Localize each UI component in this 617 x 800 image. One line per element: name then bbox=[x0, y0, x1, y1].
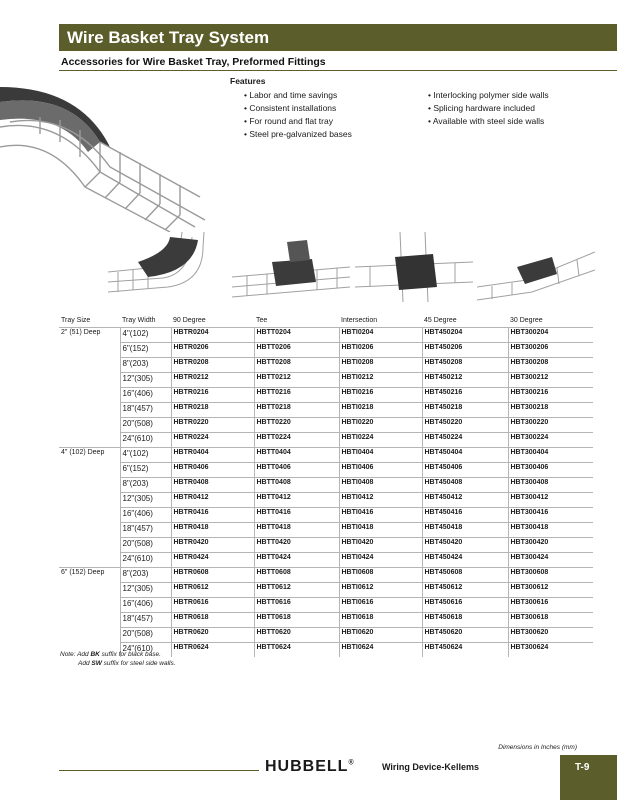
feature-item: • For round and flat tray bbox=[244, 115, 352, 128]
part-number-cell: HBTT0416 bbox=[254, 508, 339, 523]
part-number-cell: HBTI0412 bbox=[339, 493, 422, 508]
part-number-cell: HBT300416 bbox=[508, 508, 593, 523]
part-number-cell: HBTT0408 bbox=[254, 478, 339, 493]
part-number-cell: HBTR0412 bbox=[171, 493, 254, 508]
part-number-cell: HBT450204 bbox=[422, 328, 508, 343]
col-header-tray-width: Tray Width bbox=[122, 317, 156, 324]
page-number: T-9 bbox=[575, 762, 590, 773]
part-number-cell: HBTI0418 bbox=[339, 523, 422, 538]
part-number-cell: HBT450216 bbox=[422, 388, 508, 403]
part-number-cell: HBT450612 bbox=[422, 583, 508, 598]
part-number-cell: HBT450206 bbox=[422, 343, 508, 358]
part-number-cell: HBTT0220 bbox=[254, 418, 339, 433]
part-number-cell: HBTR0416 bbox=[171, 508, 254, 523]
part-number-cell: HBTT0404 bbox=[254, 448, 339, 463]
table-row bbox=[59, 343, 593, 358]
tray-size-cell bbox=[59, 493, 120, 508]
part-number-cell: HBTR0406 bbox=[171, 463, 254, 478]
feature-item: • Labor and time savings bbox=[244, 89, 352, 102]
dimensions-note: Dimensions in Inches (mm) bbox=[498, 744, 577, 751]
part-number-cell: HBT300616 bbox=[508, 598, 593, 613]
table-row bbox=[59, 613, 593, 628]
col-header-90-degree: 90 Degree bbox=[173, 317, 206, 324]
tray-size-cell bbox=[59, 523, 120, 538]
tray-width-cell: 24"(610) bbox=[120, 433, 171, 448]
part-number-cell: HBTT0212 bbox=[254, 373, 339, 388]
part-number-cell: HBTR0224 bbox=[171, 433, 254, 448]
tray-width-cell: 16"(406) bbox=[120, 388, 171, 403]
table-row bbox=[59, 448, 593, 463]
part-number-cell: HBT450620 bbox=[422, 628, 508, 643]
tray-size-cell bbox=[59, 403, 120, 418]
part-number-cell: HBTI0216 bbox=[339, 388, 422, 403]
feature-item: • Splicing hardware included bbox=[428, 102, 549, 115]
table-body bbox=[59, 328, 593, 658]
part-number-cell: HBTR0616 bbox=[171, 598, 254, 613]
table-row bbox=[59, 433, 593, 448]
part-number-cell: HBTI0416 bbox=[339, 508, 422, 523]
part-number-cell: HBT300412 bbox=[508, 493, 593, 508]
table-row bbox=[59, 388, 593, 403]
tray-width-cell: 6"(152) bbox=[120, 463, 171, 478]
tray-width-cell: 6"(152) bbox=[120, 343, 171, 358]
part-number-cell: HBTR0212 bbox=[171, 373, 254, 388]
col-header-30-degree: 30 Degree bbox=[510, 317, 543, 324]
table-row bbox=[59, 373, 593, 388]
part-number-cell: HBTT0204 bbox=[254, 328, 339, 343]
part-number-cell: HBT300224 bbox=[508, 433, 593, 448]
tray-width-cell: 8"(203) bbox=[120, 568, 171, 583]
feature-item: • Available with steel side walls bbox=[428, 115, 549, 128]
tray-width-cell: 12"(305) bbox=[120, 583, 171, 598]
feature-item: • Interlocking polymer side walls bbox=[428, 89, 549, 102]
tray-size-cell bbox=[59, 628, 120, 643]
tray-size-cell bbox=[59, 463, 120, 478]
tray-width-cell: 18"(457) bbox=[120, 613, 171, 628]
part-number-cell: HBT300618 bbox=[508, 613, 593, 628]
part-number-cell: HBTR0208 bbox=[171, 358, 254, 373]
part-number-cell: HBT300406 bbox=[508, 463, 593, 478]
part-number-cell: HBTT0420 bbox=[254, 538, 339, 553]
part-number-cell: HBTI0624 bbox=[339, 643, 422, 658]
part-number-cell: HBT300206 bbox=[508, 343, 593, 358]
part-number-cell: HBTT0620 bbox=[254, 628, 339, 643]
part-number-cell: HBTI0206 bbox=[339, 343, 422, 358]
part-number-cell: HBTR0612 bbox=[171, 583, 254, 598]
part-number-cell: HBT450624 bbox=[422, 643, 508, 658]
part-number-cell: HBT450212 bbox=[422, 373, 508, 388]
part-number-cell: HBTR0418 bbox=[171, 523, 254, 538]
tray-width-cell: 20"(508) bbox=[120, 538, 171, 553]
part-number-cell: HBTR0608 bbox=[171, 568, 254, 583]
part-number-cell: HBT300420 bbox=[508, 538, 593, 553]
part-number-cell: HBT450408 bbox=[422, 478, 508, 493]
part-number-cell: HBT450224 bbox=[422, 433, 508, 448]
tray-size-cell bbox=[59, 388, 120, 403]
tray-size-cell bbox=[59, 613, 120, 628]
tray-size-cell bbox=[59, 508, 120, 523]
part-number-cell: HBTI0618 bbox=[339, 613, 422, 628]
table-row bbox=[59, 418, 593, 433]
tray-size-cell bbox=[59, 583, 120, 598]
part-number-cell: HBTI0420 bbox=[339, 538, 422, 553]
table-row bbox=[59, 553, 593, 568]
table-row bbox=[59, 358, 593, 373]
feature-item: • Steel pre-galvanized bases bbox=[244, 128, 352, 141]
tray-width-cell: 16"(406) bbox=[120, 598, 171, 613]
part-number-cell: HBTR0206 bbox=[171, 343, 254, 358]
tray-width-cell: 24"(610) bbox=[120, 553, 171, 568]
tee-fitting-image bbox=[232, 232, 350, 302]
feature-item: • Consistent installations bbox=[244, 102, 352, 115]
part-number-cell: HBT300404 bbox=[508, 448, 593, 463]
table-row bbox=[59, 403, 593, 418]
table-row bbox=[59, 328, 593, 343]
tray-width-cell: 8"(203) bbox=[120, 478, 171, 493]
tray-size-cell bbox=[59, 343, 120, 358]
footer-rule bbox=[59, 770, 259, 771]
part-number-cell: HBT300220 bbox=[508, 418, 593, 433]
45-degree-fitting-image bbox=[477, 232, 595, 302]
part-number-cell: HBT300624 bbox=[508, 643, 593, 658]
tray-width-cell: 20"(508) bbox=[120, 628, 171, 643]
table-note: Note: Add BK suffix for black base. Add SW suffix for steel side walls. bbox=[60, 651, 176, 667]
part-number-cell: HBTI0408 bbox=[339, 478, 422, 493]
table-row bbox=[59, 583, 593, 598]
part-number-cell: HBTI0612 bbox=[339, 583, 422, 598]
part-number-cell: HBTI0212 bbox=[339, 373, 422, 388]
tray-size-cell bbox=[59, 373, 120, 388]
section-subtitle: Accessories for Wire Basket Tray, Preformed Fittings bbox=[61, 56, 326, 68]
title-bar bbox=[59, 24, 617, 51]
tray-width-cell: 18"(457) bbox=[120, 403, 171, 418]
tray-width-cell: 4"(102) bbox=[120, 448, 171, 463]
tray-size-cell bbox=[59, 433, 120, 448]
part-number-cell: HBTI0220 bbox=[339, 418, 422, 433]
tray-size-cell bbox=[59, 358, 120, 373]
tray-width-cell: 12"(305) bbox=[120, 493, 171, 508]
part-number-cell: HBT450424 bbox=[422, 553, 508, 568]
tray-width-cell: 4"(102) bbox=[120, 328, 171, 343]
part-number-cell: HBT450412 bbox=[422, 493, 508, 508]
part-number-cell: HBTI0218 bbox=[339, 403, 422, 418]
part-number-cell: HBTI0204 bbox=[339, 328, 422, 343]
part-number-cell: HBT450218 bbox=[422, 403, 508, 418]
table-row bbox=[59, 598, 593, 613]
tray-size-cell bbox=[59, 418, 120, 433]
wire-basket-tray-image bbox=[0, 72, 210, 232]
part-number-cell: HBTI0404 bbox=[339, 448, 422, 463]
part-number-cell: HBT450404 bbox=[422, 448, 508, 463]
table-row bbox=[59, 523, 593, 538]
part-number-cell: HBT450608 bbox=[422, 568, 508, 583]
part-number-cell: HBT300408 bbox=[508, 478, 593, 493]
part-number-cell: HBTT0216 bbox=[254, 388, 339, 403]
part-number-cell: HBT300620 bbox=[508, 628, 593, 643]
tray-size-cell: 2" (51) Deep bbox=[59, 328, 120, 343]
part-number-cell: HBTT0424 bbox=[254, 553, 339, 568]
part-number-cell: HBTI0208 bbox=[339, 358, 422, 373]
features-title: Features bbox=[230, 76, 266, 86]
part-number-cell: HBTT0608 bbox=[254, 568, 339, 583]
90-degree-fitting-image bbox=[108, 232, 226, 302]
tray-width-cell: 18"(457) bbox=[120, 523, 171, 538]
part-number-cell: HBTI0424 bbox=[339, 553, 422, 568]
table-row bbox=[59, 478, 593, 493]
part-number-cell: HBTR0404 bbox=[171, 448, 254, 463]
part-number-cell: HBTI0616 bbox=[339, 598, 422, 613]
col-header-tray-size: Tray Size bbox=[61, 317, 91, 324]
part-number-cell: HBTT0208 bbox=[254, 358, 339, 373]
part-number-cell: HBTR0424 bbox=[171, 553, 254, 568]
tray-size-cell bbox=[59, 538, 120, 553]
part-number-cell: HBTR0408 bbox=[171, 478, 254, 493]
part-number-cell: HBT300424 bbox=[508, 553, 593, 568]
part-number-cell: HBTI0608 bbox=[339, 568, 422, 583]
page-title: Wire Basket Tray System bbox=[67, 28, 270, 47]
part-number-cell: HBT300204 bbox=[508, 328, 593, 343]
part-number-cell: HBTI0224 bbox=[339, 433, 422, 448]
part-number-cell: HBTT0624 bbox=[254, 643, 339, 658]
table-row bbox=[59, 568, 593, 583]
table-row bbox=[59, 493, 593, 508]
part-number-cell: HBTT0218 bbox=[254, 403, 339, 418]
part-number-cell: HBTR0216 bbox=[171, 388, 254, 403]
part-number-cell: HBTI0406 bbox=[339, 463, 422, 478]
part-number-cell: HBT300612 bbox=[508, 583, 593, 598]
table-row bbox=[59, 508, 593, 523]
part-number-cell: HBTI0620 bbox=[339, 628, 422, 643]
col-header-45-degree: 45 Degree bbox=[424, 317, 457, 324]
part-number-cell: HBTR0220 bbox=[171, 418, 254, 433]
tray-size-cell: 4" (102) Deep bbox=[59, 448, 120, 463]
col-header-intersection: Intersection bbox=[341, 317, 378, 324]
part-number-cell: HBT300418 bbox=[508, 523, 593, 538]
part-number-cell: HBTR0420 bbox=[171, 538, 254, 553]
table-row bbox=[59, 463, 593, 478]
part-number-cell: HBT450418 bbox=[422, 523, 508, 538]
part-number-cell: HBTT0206 bbox=[254, 343, 339, 358]
part-number-cell: HBT450420 bbox=[422, 538, 508, 553]
part-number-cell: HBT300608 bbox=[508, 568, 593, 583]
part-number-cell: HBTT0412 bbox=[254, 493, 339, 508]
table-row bbox=[59, 538, 593, 553]
part-number-cell: HBT300212 bbox=[508, 373, 593, 388]
part-number-cell: HBTR0218 bbox=[171, 403, 254, 418]
tray-width-cell: 16"(406) bbox=[120, 508, 171, 523]
part-number-cell: HBT450618 bbox=[422, 613, 508, 628]
part-number-cell: HBT450220 bbox=[422, 418, 508, 433]
part-number-cell: HBT450616 bbox=[422, 598, 508, 613]
part-number-cell: HBTT0406 bbox=[254, 463, 339, 478]
part-number-cell: HBT450208 bbox=[422, 358, 508, 373]
tray-width-cell: 24"(610) bbox=[120, 643, 171, 658]
subtitle-rule bbox=[59, 70, 617, 71]
table-header-row bbox=[59, 316, 593, 328]
intersection-fitting-image bbox=[355, 232, 473, 302]
part-number-cell: HBTR0620 bbox=[171, 628, 254, 643]
part-number-cell: HBTT0618 bbox=[254, 613, 339, 628]
division-name: Wiring Device-Kellems bbox=[382, 762, 479, 772]
part-number-cell: HBT450406 bbox=[422, 463, 508, 478]
tray-size-cell bbox=[59, 478, 120, 493]
tray-width-cell: 20"(508) bbox=[120, 418, 171, 433]
fittings-spec-table bbox=[59, 316, 593, 657]
tray-size-cell bbox=[59, 598, 120, 613]
part-number-cell: HBT300218 bbox=[508, 403, 593, 418]
features-list-left bbox=[244, 89, 352, 141]
tray-size-cell bbox=[59, 553, 120, 568]
features-list-right bbox=[428, 89, 549, 128]
part-number-cell: HBT300216 bbox=[508, 388, 593, 403]
part-number-cell: HBT450416 bbox=[422, 508, 508, 523]
col-header-tee: Tee bbox=[256, 317, 268, 324]
part-number-cell: HBTT0224 bbox=[254, 433, 339, 448]
part-number-cell: HBTT0612 bbox=[254, 583, 339, 598]
part-number-cell: HBT300208 bbox=[508, 358, 593, 373]
table-row bbox=[59, 628, 593, 643]
page-number-box bbox=[560, 755, 617, 800]
part-number-cell: HBTR0204 bbox=[171, 328, 254, 343]
tray-width-cell: 12"(305) bbox=[120, 373, 171, 388]
part-number-cell: HBTR0618 bbox=[171, 613, 254, 628]
tray-size-cell: 6" (152) Deep bbox=[59, 568, 120, 583]
part-number-cell: HBTT0616 bbox=[254, 598, 339, 613]
tray-width-cell: 8"(203) bbox=[120, 358, 171, 373]
part-number-cell: HBTR0624 bbox=[171, 643, 254, 658]
part-number-cell: HBTT0418 bbox=[254, 523, 339, 538]
hubbell-logo: HUBBELL® bbox=[265, 758, 355, 775]
